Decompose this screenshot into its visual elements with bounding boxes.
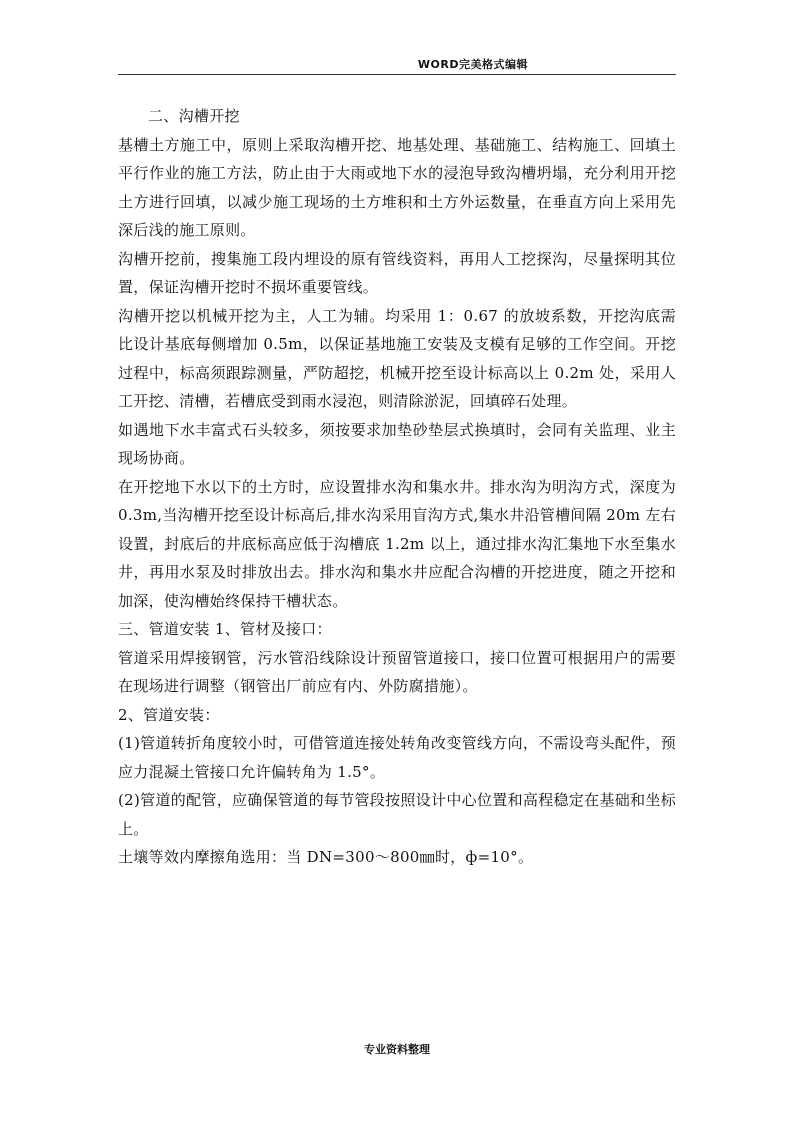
paragraph: 土壤等效内摩擦角选用：当 DN=300～800㎜时，ф=10°。 bbox=[118, 848, 534, 866]
page-header bbox=[118, 56, 676, 75]
document-body bbox=[118, 102, 676, 872]
paragraph: 2、管道安装： bbox=[118, 705, 220, 724]
paragraph: 如遇地下水丰富式石头较多，须按要求加垫砂垫层式换填时，会同有关监理、业主现场协商。 bbox=[118, 420, 676, 467]
paragraph: 沟槽开挖前，搜集施工段内埋设的原有管线资料，再用人工挖探沟，尽量探明其位置，保证沟槽开挖时不损坏重要管线。 bbox=[118, 249, 676, 296]
paragraph: 基槽土方施工中，原则上采取沟槽开挖、地基处理、基础施工、结构施工、回填土平行作业的施工方法，防止由于大雨或地下水的浸泡导致沟槽坍塌，充分利用开挖土方进行回填，以减少施工现场的土方堆积和土方外运数量，在垂直方向上采用先深后浅的施工原则。 bbox=[118, 135, 676, 239]
paragraph: (2)管道的配管，应确保管道的每节管段按照设计中心位置和高程稳定在基础和坐标上。 bbox=[118, 791, 676, 838]
paragraph: 沟槽开挖以机械开挖为主，人工为辅。均采用 1：0.67 的放坡系数，开挖沟底需比设计基底每侧增加 0.5m，以保证基地施工安装及支模有足够的工作空间。开挖过程中，标高须跟踪测量，严防超挖，机械开挖至设计标高以上 0.2m 处，采用人工开挖、清槽，若槽底受到雨水浸泡，则清除淤泥，回填碎石处理。 bbox=[118, 306, 676, 410]
paragraph: 管道采用焊接钢管，污水管沿线除设计预留管道接口，接口位置可根据用户的需要在现场进行调整（钢管出厂前应有内、外防腐措施）。 bbox=[118, 648, 676, 695]
header-text: WORD完美格式编辑 bbox=[417, 58, 528, 71]
page-footer: 专业资料整理 bbox=[364, 1043, 430, 1056]
paragraph: (1)管道转折角度较小时，可借管道连接处转角改变管线方向，不需设弯头配件，预应力混凝土管接口允许偏转角为 1.5°。 bbox=[118, 734, 676, 781]
paragraph: 在开挖地下水以下的土方时，应设置排水沟和集水井。排水沟为明沟方式，深度为 0.3m,当沟槽开挖至设计标高后,排水沟采用盲沟方式,集水井沿管槽间隔 20m 左右设置，封底后的井底标高应低于沟槽底 1.2m 以上，通过排水沟汇集地下水至集水井，再用水泵及时排放出去。排水沟和集水井应配合沟槽的开挖进度，随之开挖和加深，使沟槽始终保持干槽状态。 bbox=[118, 477, 676, 610]
section-heading: 二、沟槽开挖 bbox=[148, 107, 240, 125]
paragraph: 三、管道安装 1、管材及接口： bbox=[118, 620, 332, 638]
